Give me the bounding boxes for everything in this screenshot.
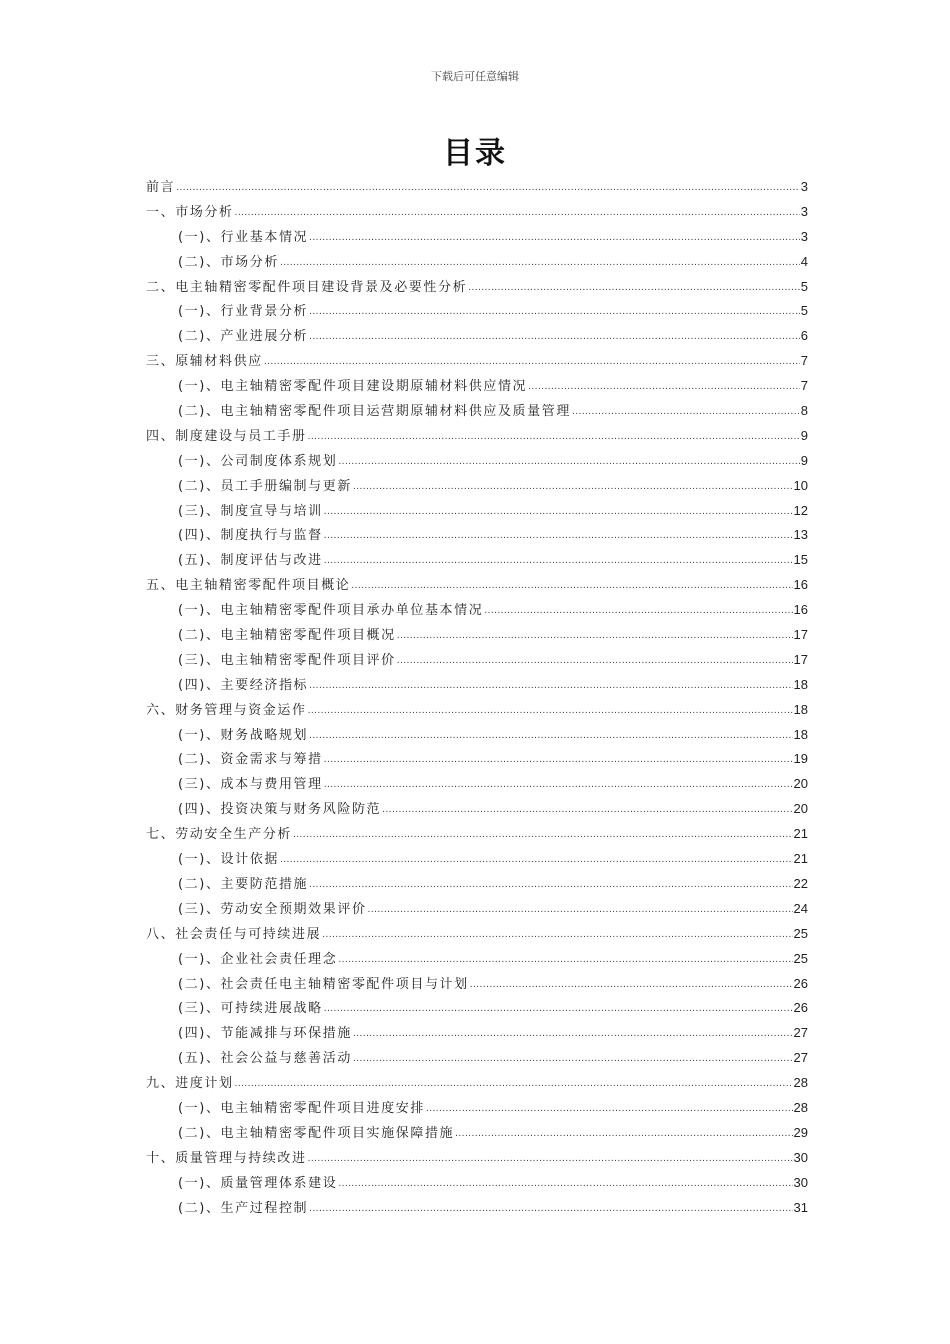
dot-leader [322, 922, 792, 948]
toc-entry-page: 19 [793, 751, 808, 767]
toc-entry-label: 七、劳动安全生产分析 [146, 827, 293, 843]
dot-leader [351, 573, 792, 599]
toc-entry[interactable] [146, 623, 808, 648]
toc-entry-page: 26 [793, 1000, 808, 1016]
toc-entry-page: 3 [800, 228, 808, 244]
toc-entry-label: (一)、行业背景分析 [178, 304, 309, 320]
toc-entry-page: 17 [793, 651, 808, 667]
toc-entry[interactable] [146, 399, 808, 424]
toc-entry-page: 13 [793, 527, 808, 543]
dot-leader [470, 972, 793, 998]
dot-leader [338, 1171, 792, 1197]
toc-entry-page: 17 [793, 627, 808, 643]
toc-entry-page: 30 [793, 1149, 808, 1165]
toc-entry-page: 20 [793, 776, 808, 792]
toc-entry[interactable] [146, 1171, 808, 1196]
toc-entry-label: (二)、产业进展分析 [178, 329, 309, 345]
toc-entry-page: 15 [793, 552, 808, 568]
toc-entry-page: 31 [793, 1199, 808, 1215]
toc-entry[interactable] [146, 648, 808, 673]
toc-entry-label: (二)、电主轴精密零配件项目实施保障措施 [178, 1125, 455, 1141]
dot-leader [468, 275, 800, 301]
toc-entry-label: 九、进度计划 [146, 1076, 234, 1092]
toc-entry-label: (一)、电主轴精密零配件项目建设期原辅材料供应情况 [178, 379, 528, 395]
toc-entry[interactable] [146, 673, 808, 698]
toc-entry-page: 16 [793, 602, 808, 618]
dot-leader [309, 1196, 792, 1222]
dot-leader [280, 250, 800, 276]
toc-entry[interactable] [146, 275, 808, 300]
toc-entry-label: 二、电主轴精密零配件项目建设背景及必要性分析 [146, 279, 468, 295]
toc-entry-label: 五、电主轴精密零配件项目概论 [146, 578, 351, 594]
toc-entry-label: (三)、制度宣导与培训 [178, 503, 323, 519]
toc-entry[interactable] [146, 747, 808, 772]
toc-entry[interactable] [146, 1121, 808, 1146]
toc-entry[interactable] [146, 225, 808, 250]
dot-leader [309, 673, 792, 699]
toc-entry-label: (二)、主要防范措施 [178, 876, 309, 892]
toc-entry[interactable] [146, 1146, 808, 1171]
toc-entry[interactable] [146, 947, 808, 972]
toc-entry[interactable] [146, 349, 808, 374]
toc-entry-label: 六、财务管理与资金运作 [146, 702, 307, 718]
toc-entry-label: (二)、生产过程控制 [178, 1200, 309, 1216]
toc-entry[interactable] [146, 922, 808, 947]
dot-leader [309, 872, 792, 898]
toc-entry-page: 3 [800, 179, 808, 194]
page-title: 目录 [443, 136, 507, 171]
toc-entry-page: 9 [800, 452, 808, 468]
toc-entry[interactable] [146, 847, 808, 872]
dot-leader [280, 847, 793, 873]
toc-entry-page: 5 [800, 303, 808, 319]
toc-entry-label: (一)、公司制度体系规划 [178, 453, 338, 469]
toc-entry-page: 18 [793, 701, 808, 717]
toc-entry-label: (二)、员工手册编制与更新 [178, 478, 352, 494]
toc-entry-page: 4 [800, 253, 808, 269]
dot-leader [309, 723, 792, 749]
dot-leader [324, 747, 793, 773]
toc-entry[interactable] [146, 324, 808, 349]
dot-leader [324, 996, 793, 1022]
toc-entry[interactable] [146, 548, 808, 573]
dot-leader [309, 299, 800, 325]
dot-leader [308, 698, 793, 724]
dot-leader [382, 797, 792, 823]
toc-entry-label: (二)、电主轴精密零配件项目概况 [178, 628, 396, 644]
dot-leader [484, 598, 792, 624]
toc-entry-label: (四)、投资决策与财务风险防范 [178, 802, 382, 818]
toc-entry[interactable] [146, 822, 808, 847]
toc-entry-page: 16 [793, 577, 808, 593]
toc-entry-page: 22 [793, 875, 808, 891]
toc-entry-label: 三、原辅材料供应 [146, 354, 263, 370]
toc-entry[interactable] [146, 797, 808, 822]
toc-entry-label: (五)、制度评估与改进 [178, 553, 323, 569]
toc-entry-page: 27 [793, 1025, 808, 1041]
toc-entry[interactable] [146, 250, 808, 275]
toc-entry[interactable] [146, 698, 808, 723]
toc-entry-label: (四)、制度执行与监督 [178, 528, 323, 544]
toc-entry[interactable] [146, 1046, 808, 1071]
toc-entry-page: 25 [793, 925, 808, 941]
dot-leader [264, 349, 800, 375]
dot-leader [324, 499, 793, 525]
toc-entry-label: 一、市场分析 [146, 204, 234, 220]
toc-entry-label: (一)、企业社会责任理念 [178, 951, 338, 967]
toc-entry-label: (三)、电主轴精密零配件项目评价 [178, 652, 396, 668]
toc-entry-page: 9 [800, 427, 808, 443]
toc-entry-label: (三)、可持续进展战略 [178, 1001, 323, 1017]
toc-entry-page: 7 [800, 353, 808, 369]
dot-leader [324, 772, 793, 798]
toc-entry-page: 24 [793, 900, 808, 916]
toc-entry-label: 十、质量管理与持续改进 [146, 1150, 307, 1166]
dot-leader [528, 374, 800, 400]
toc-entry[interactable] [146, 374, 808, 399]
toc-entry[interactable] [146, 1021, 808, 1046]
table-of-contents [146, 175, 808, 1220]
toc-entry[interactable] [146, 723, 808, 748]
dot-leader [353, 474, 793, 500]
dot-leader [293, 822, 793, 848]
toc-entry[interactable] [146, 573, 808, 598]
toc-entry[interactable] [146, 1096, 808, 1121]
toc-entry-page: 18 [793, 726, 808, 742]
toc-entry[interactable] [146, 474, 808, 499]
toc-entry-label: (一)、电主轴精密零配件项目进度安排 [178, 1100, 425, 1116]
toc-entry[interactable] [146, 424, 808, 449]
toc-entry-label: (一)、电主轴精密零配件项目承办单位基本情况 [178, 603, 484, 619]
toc-entry-page: 7 [800, 378, 808, 394]
toc-entry-label: 四、制度建设与员工手册 [146, 428, 307, 444]
toc-entry[interactable] [146, 1196, 808, 1221]
toc-entry-label: (二)、市场分析 [178, 254, 279, 270]
toc-entry-page: 6 [800, 328, 808, 344]
toc-entry[interactable] [146, 897, 808, 922]
dot-leader [338, 449, 799, 475]
toc-entry-page: 25 [793, 950, 808, 966]
toc-entry[interactable] [146, 523, 808, 548]
toc-entry-label: (五)、社会公益与慈善活动 [178, 1051, 352, 1067]
dot-leader [309, 324, 800, 350]
toc-entry[interactable] [146, 449, 808, 474]
toc-entry-page: 3 [800, 203, 808, 219]
dot-leader [308, 424, 800, 450]
toc-entry-label: (三)、劳动安全预期效果评价 [178, 901, 367, 917]
toc-entry-label: (四)、节能减排与环保措施 [178, 1026, 352, 1042]
toc-entry-page: 18 [793, 676, 808, 692]
toc-entry-page: 27 [793, 1050, 808, 1066]
dot-leader [235, 200, 800, 226]
dot-leader [455, 1121, 792, 1147]
toc-entry-page: 28 [793, 1099, 808, 1115]
toc-entry[interactable] [146, 872, 808, 897]
header-note: 下载后可任意编辑 [431, 70, 519, 83]
toc-entry-label: (四)、主要经济指标 [178, 677, 309, 693]
dot-leader [176, 175, 800, 201]
toc-entry-label: (一)、质量管理体系建设 [178, 1175, 338, 1191]
dot-leader [324, 548, 793, 574]
toc-entry-page: 21 [793, 826, 808, 842]
dot-leader [235, 1071, 793, 1097]
toc-entry-page: 20 [793, 801, 808, 817]
dot-leader [397, 623, 793, 649]
dot-leader [338, 947, 792, 973]
toc-entry-page: 10 [793, 477, 808, 493]
toc-entry[interactable] [146, 972, 808, 997]
dot-leader [572, 399, 800, 425]
dot-leader [426, 1096, 793, 1122]
dot-leader [397, 648, 793, 674]
toc-entry-page: 28 [793, 1075, 808, 1091]
toc-entry[interactable] [146, 772, 808, 797]
toc-entry-label: 八、社会责任与可持续进展 [146, 926, 322, 942]
toc-entry-page: 30 [793, 1174, 808, 1190]
toc-entry-page: 21 [793, 851, 808, 867]
toc-entry-label: 前言 [146, 180, 176, 195]
toc-entry-label: (二)、资金需求与筹措 [178, 752, 323, 768]
toc-entry-page: 29 [793, 1124, 808, 1140]
toc-entry-label: (二)、电主轴精密零配件项目运营期原辅材料供应及质量管理 [178, 404, 571, 420]
toc-entry-page: 8 [800, 403, 808, 419]
dot-leader [368, 897, 793, 923]
toc-entry-label: (二)、社会责任电主轴精密零配件项目与计划 [178, 976, 469, 992]
toc-entry-page: 5 [800, 278, 808, 294]
toc-entry-label: (一)、行业基本情况 [178, 229, 309, 245]
toc-entry[interactable] [146, 598, 808, 623]
toc-entry-page: 26 [793, 975, 808, 991]
toc-entry-label: (一)、设计依据 [178, 852, 279, 868]
toc-entry-page: 12 [793, 502, 808, 518]
dot-leader [324, 523, 793, 549]
dot-leader [309, 225, 800, 251]
dot-leader [353, 1021, 793, 1047]
toc-entry[interactable] [146, 1071, 808, 1096]
toc-entry[interactable] [146, 175, 808, 200]
toc-entry[interactable] [146, 299, 808, 324]
dot-leader [308, 1146, 793, 1172]
dot-leader [353, 1046, 793, 1072]
toc-entry[interactable] [146, 200, 808, 225]
toc-entry[interactable] [146, 996, 808, 1021]
toc-entry[interactable] [146, 499, 808, 524]
toc-entry-label: (三)、成本与费用管理 [178, 777, 323, 793]
toc-entry-label: (一)、财务战略规划 [178, 727, 309, 743]
